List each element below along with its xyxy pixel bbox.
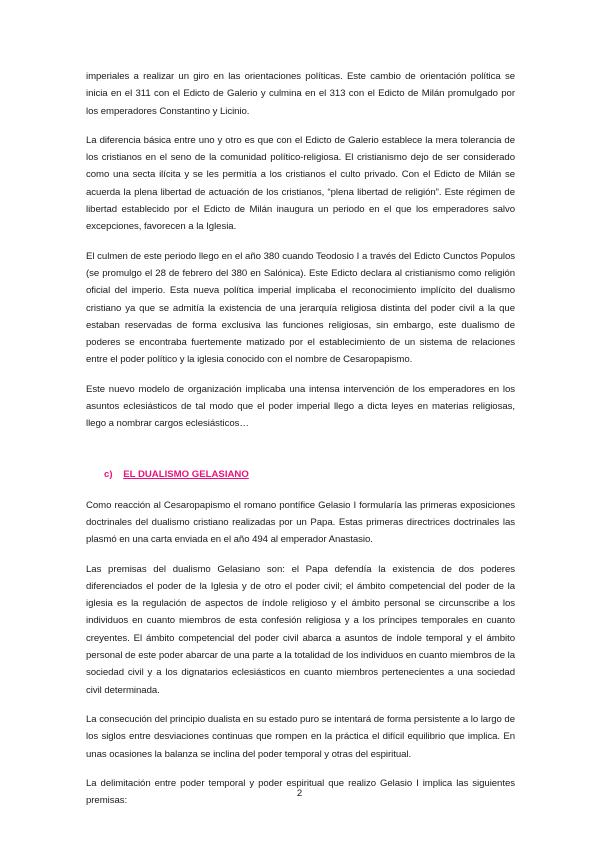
paragraph: Las premisas del dualismo Gelasiano son: el Papa defendía la existencia de dos poderes diferenciados el poder de la Iglesia y de otro el poder civil; el ámbito competencial del poder de la iglesia es la regulación de aspectos de índole religioso y el ámbito personal se circunscribe a los individuos en cuanto miembros de esta confesión religiosa y a los príncipes temporales en cuanto creyentes. El ámbito competencial del poder civil abarca a asuntos de índole temporal y el ámbito personal de este poder abarcar de una parte a la totalidad de los individuos en cuanto miembros de la sociedad civil y a los dignatarios eclesiásticos en cuanto miembros pertenecientes a una sociedad civil determinada. <box>86 563 515 696</box>
section-heading-title: EL DUALISMO GELASIANO <box>123 468 249 480</box>
paragraph: Como reacción al Cesaropapismo el romano pontífice Gelasio I formularía las primeras exposiciones doctrinales del dualismo cristiano realizadas por un Papa. Estas primeras directrices doctrinales las plasmó en una carta enviada en el año 494 al emperador Anastasio. <box>86 499 515 546</box>
page-body <box>86 68 515 821</box>
paragraph: La consecución del principio dualista en su estado puro se intentará de forma persistente a lo largo de los siglos entre desviaciones continuas que rompen en la práctica el difícil equilibrio que implica. En unas ocasiones la balanza se inclina del poder temporal y otras del espiritual. <box>86 713 515 760</box>
paragraph: El culmen de este periodo llego en el año 380 cuando Teodosio I a través del Edicto Cunctos Populos (se promulgo el 28 de febrero del 380 en Salónica). Este Edicto declara al cristianismo como religión oficial del imperio. Esta nueva política imperial implicaba el reconocimiento implícito del dualismo cristiano ya que se admitía la existencia de una jerarquía religiosa distinta del poder civil a la que estaban reservadas de forma exclusiva las funciones religiosas, sin embargo, este dualismo de poderes se encontraba fuertemente matizado por el establecimiento de un sistema de relaciones entre el poder político y la iglesia conocido con el nombre de Cesaropapismo. <box>86 250 515 366</box>
section-heading <box>86 467 515 483</box>
page-number: 2 <box>296 788 303 799</box>
paragraph: Este nuevo modelo de organización implicaba una intensa intervención de los emperadores en los asuntos eclesiásticos de tal modo que el poder imperial llego a dicta leyes en materias religiosas, llego a nombrar cargos eclesiásticos… <box>86 383 515 430</box>
paragraph: La diferencia básica entre uno y otro es que con el Edicto de Galerio establece la mera tolerancia de los cristianos en el seno de la comunidad político-religiosa. El cristianismo dejo de ser considerado como una secta ilícita y se les permitía a los cristianos el culto privado. Con el Edicto de Milán se acuerda la plena libertad de actuación de los cristianos, “plena libertad de religión”. Este régimen de libertad establecido por el Edicto de Milán inaugura un periodo en el que los emperadores salvo excepciones, favorecen a la Iglesia. <box>86 134 515 233</box>
paragraph: imperiales a realizar un giro en las orientaciones políticas. Este cambio de orientación política se inicia en el 311 con el Edicto de Galerio y culmina en el 313 con el Edicto de Milán promulgado por los emperadores Constantino y Licinio. <box>86 71 515 117</box>
section-heading-label: c) <box>104 468 113 480</box>
paragraph: La delimitación entre poder temporal y poder espiritual que realizo Gelasio I implica las siguientes premisas: <box>86 777 515 807</box>
